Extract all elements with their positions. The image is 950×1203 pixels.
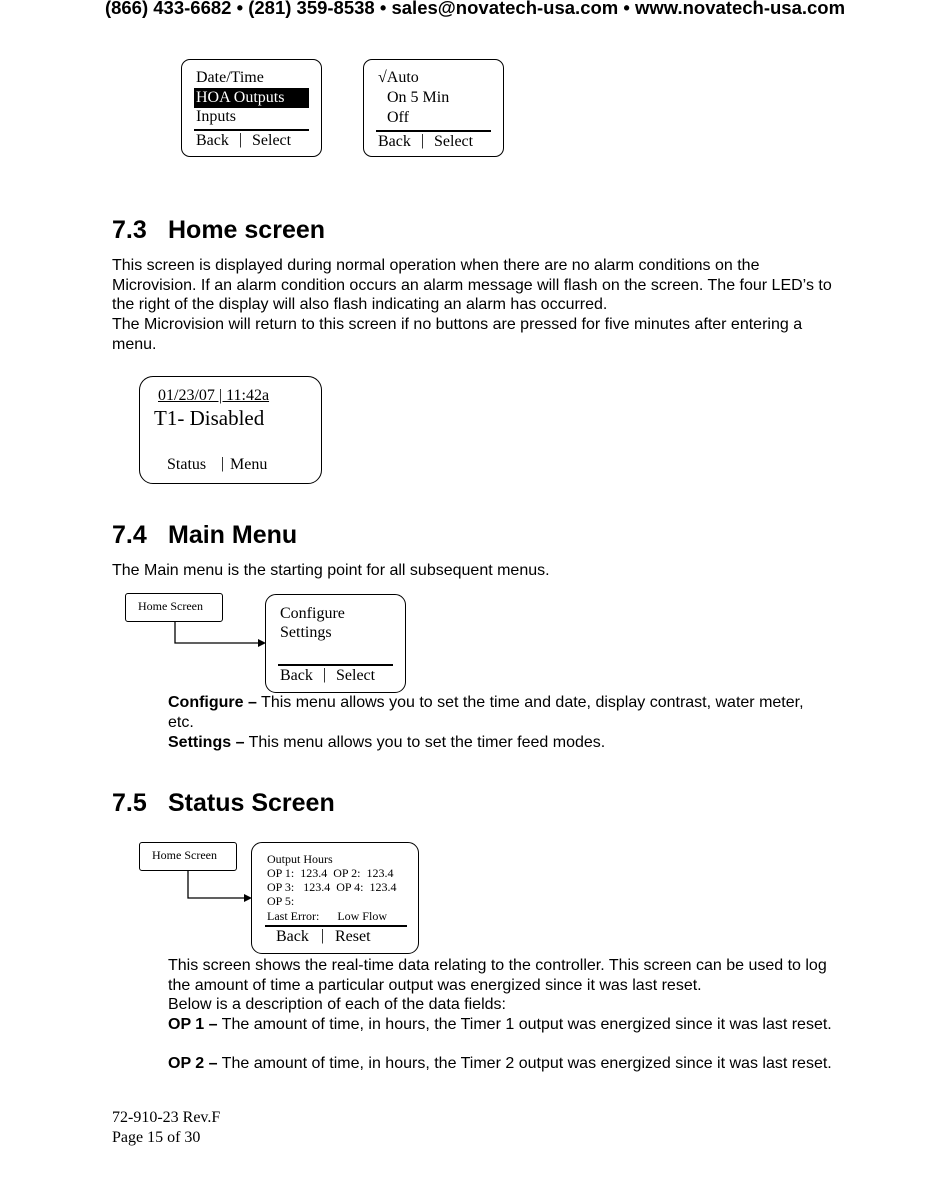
softkey-separator: | (221, 455, 225, 472)
footer-doc-number: 72-910-23 Rev.F (112, 1109, 221, 1126)
date-time-readout: 01/23/07 | 11:42a (158, 387, 270, 404)
op1-description (168, 1015, 838, 1035)
flow-connector-line (188, 871, 245, 898)
select-softkey: Select (434, 133, 474, 150)
section-number: 7.3 (112, 216, 147, 244)
section-title: Main Menu (168, 521, 298, 549)
section-number: 7.4 (112, 521, 147, 549)
select-softkey: Select (336, 667, 376, 684)
menu-softkey: Menu (230, 456, 268, 473)
fields-intro: Below is a description of each of the data fields: (168, 996, 506, 1013)
mode-off: Off (387, 109, 409, 126)
softkey-separator: | (323, 666, 327, 683)
back-softkey: Back (196, 132, 229, 149)
select-softkey: Select (252, 132, 292, 149)
back-softkey: Back (276, 928, 309, 945)
output-hours-title: Output Hours (267, 852, 333, 866)
mode-on-5-min: On 5 Min (387, 89, 450, 106)
op5-row: OP 5: (267, 894, 295, 908)
op1-term: OP 1 – (168, 1016, 218, 1033)
footer-page-number: Page 15 of 30 (112, 1129, 201, 1146)
menu-item-configure: Configure (280, 605, 345, 622)
status-softkey: Status (167, 456, 207, 473)
softkey-separator: | (321, 927, 325, 944)
lcd-status-screen (251, 842, 419, 954)
settings-term: Settings – (168, 734, 245, 751)
home-screen-box: Home Screen (125, 593, 223, 622)
softkey-separator: | (239, 131, 243, 148)
status-description: This screen shows the real-time data relating to the controller. This screen can be used to log the amount of time a particular output was energized since it was last reset. (168, 957, 827, 994)
menu-item-inputs: Inputs (196, 108, 236, 125)
reset-softkey: Reset (335, 928, 371, 945)
section-title: Status Screen (168, 789, 335, 817)
home-screen-box: Home Screen (139, 842, 237, 871)
section-number: 7.5 (112, 789, 147, 817)
menu-item-date-time: Date/Time (196, 69, 264, 86)
mode-auto-checked: √Auto (378, 69, 419, 86)
back-softkey: Back (280, 667, 313, 684)
op2-description (168, 1054, 838, 1074)
op1-op2-row: OP 1: 123.4 OP 2: 123.4 (267, 866, 394, 880)
home-screen-paragraph-1: This screen is displayed during normal operation when there are no alarm conditions on the Microvision. If an alarm condition occurs an alarm message will flash on the screen. The four LED’s to the right of the display will also flash indicating an alarm has occurred. (112, 257, 832, 314)
op2-text: The amount of time, in hours, the Timer 2 output was energized since it was last reset. (217, 1055, 832, 1072)
contact-header: (866) 433-6682 • (281) 359-8538 • sales@novatech-usa.com • www.novatech-usa.com (104, 0, 846, 18)
softkey-separator: | (421, 132, 425, 149)
op2-term: OP 2 – (168, 1055, 218, 1072)
settings-text: This menu allows you to set the timer feed modes. (244, 734, 606, 751)
section-title: Home screen (168, 216, 326, 244)
main-menu-intro: The Main menu is the starting point for all subsequent menus. (112, 562, 550, 579)
configure-text: This menu allows you to set the time and date, display contrast, water meter, etc. (168, 694, 804, 731)
op3-op4-row: OP 3: 123.4 OP 4: 123.4 (267, 880, 397, 894)
configure-term: Configure – (168, 694, 257, 711)
menu-item-hoa-outputs-selected: HOA Outputs (194, 88, 309, 108)
menu-item-settings: Settings (280, 624, 332, 641)
op1-text: The amount of time, in hours, the Timer 1 output was energized since it was last reset. (217, 1016, 832, 1033)
home-screen-paragraph-2: The Microvision will return to this screen if no buttons are pressed for five minutes after entering a menu. (112, 316, 803, 353)
lcd-divider (265, 925, 407, 927)
back-softkey: Back (378, 133, 411, 150)
last-error-row: Last Error: Low Flow (267, 909, 387, 923)
timer-status-line: T1- Disabled (154, 406, 265, 430)
